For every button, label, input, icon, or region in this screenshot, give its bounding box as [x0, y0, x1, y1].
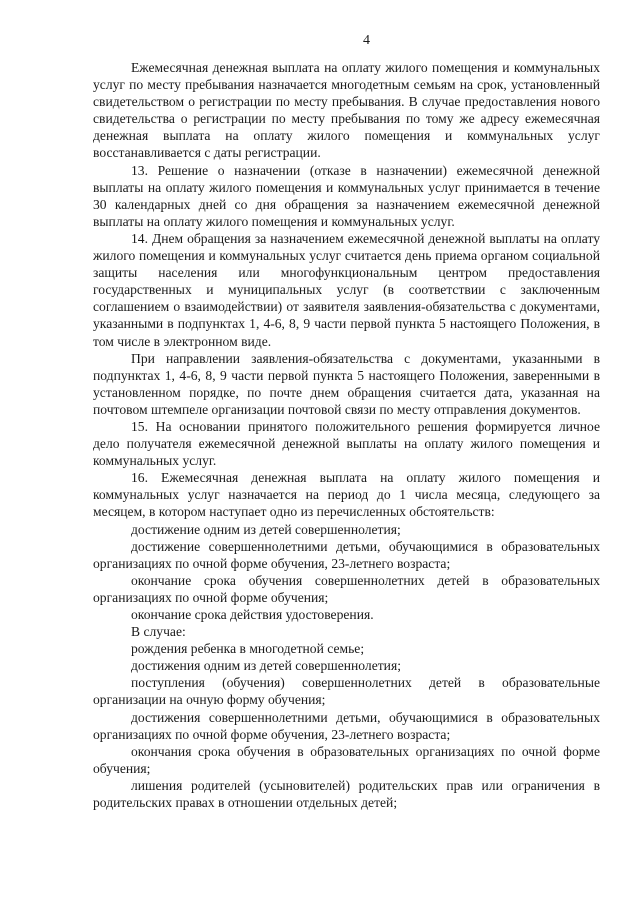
paragraph-postal-submission: При направлении заявления-обязательства с документами, указанными в подпунктах 1, 4-6, 8, 9 части первой пункта 5 настоящего Положения, заверенными в установленном порядке, по почте днем обращения считается дата, указанная на почтовом штемпеле организации почтовой связи по месту отправления документов.: [93, 350, 600, 417]
list-item: достижение совершеннолетними детьми, обучающимися в образовательных организациях по очной форме обучения, 23-летнего возраста;: [93, 538, 600, 571]
paragraph-clause-15: 15. На основании принятого положительного решения формируется личное дело получателя ежемесячной денежной выплаты на оплату жилого помещения и коммунальных услуг.: [93, 418, 600, 469]
list-item: окончания срока обучения в образовательных организациях по очной форме обучения;: [93, 743, 600, 776]
list-item: достижение одним из детей совершеннолетия;: [131, 521, 401, 537]
list-item: поступления (обучения) совершеннолетних детей в образовательные организации на очную форму обучения;: [93, 675, 600, 708]
paragraph-in-case: В случае:: [131, 624, 186, 640]
paragraph-pребывание: Ежемесячная денежная выплата на оплату жилого помещения и коммунальных услуг по месту пребывания назначается многодетным семьям на срок, установленный свидетельством о регистрации по месту пребывания. В случае предоставления нового свидетельства о регистрации по месту пребывания по тому же адресу ежемесячная денежная выплата на оплату жилого помещения и коммунальных услуг восстанавливается с даты регистрации.: [93, 60, 600, 161]
paragraph-clause-14: 14. Днем обращения за назначением ежемесячной денежной выплаты на оплату жилого помещения и коммунальных услуг считается день приема органом социальной защиты населения или многофункциональным центром предоставления государственных и муниципальных услуг (в соответствии с заключенным соглашением о взаимодействии) от заявителя заявления-обязательства с документами, указанными в подпунктах 1, 4-6, 8, 9 части первой пункта 5 настоящего Положения, в том числе в электронном виде.: [93, 230, 600, 349]
list-item: окончание срока действия удостоверения.: [131, 607, 374, 622]
paragraph-clause-16: 16. Ежемесячная денежная выплата на оплату жилого помещения и коммунальных услуг назначается на период до 1 числа месяца, следующего за месяцем, в котором наступает одно из перечисленных обстоятельств:: [93, 470, 600, 520]
list-item: рождения ребенка в многодетной семье;: [131, 641, 365, 657]
list-item: достижения одним из детей совершеннолетия;: [131, 658, 401, 674]
list-item: окончание срока обучения совершеннолетних детей в образовательных организациях по очной форме обучения;: [93, 572, 600, 605]
list-item: достижения совершеннолетними детьми, обучающимися в образовательных организациях по очной форме обучения, 23-летнего возраста;: [93, 709, 600, 742]
page-number: 4: [363, 33, 370, 48]
list-item: лишения родителей (усыновителей) родительских прав или ограничения в родительских правах в отношении отдельных детей;: [93, 777, 600, 811]
paragraph-clause-13: 13. Решение о назначении (отказе в назначении) ежемесячной денежной выплаты на оплату жилого помещения и коммунальных услуг принимается в течение 30 календарных дней со дня обращения за назначением ежемесячной денежной выплаты на оплату жилого помещения и коммунальных услуг.: [93, 162, 600, 229]
document-body: [93, 59, 600, 811]
